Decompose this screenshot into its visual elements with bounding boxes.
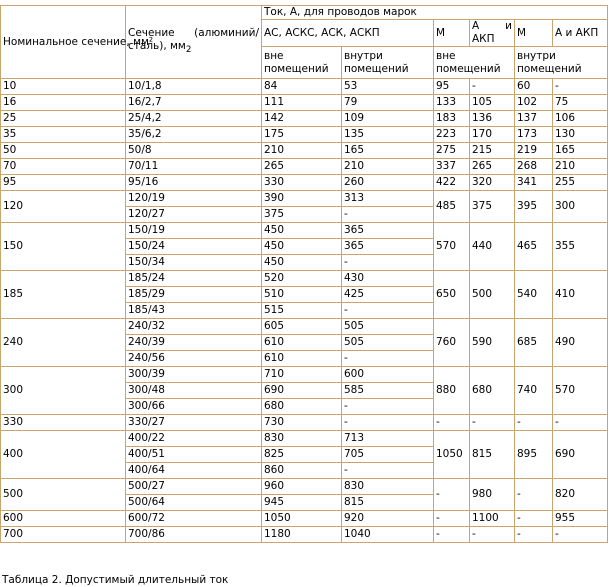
- group-akp-letters: АКП: [472, 33, 495, 45]
- cell-m-inside: 341: [515, 175, 553, 191]
- cell-ac-outside: 520: [262, 271, 342, 287]
- cell-ac-outside: 450: [262, 255, 342, 271]
- cell-nominal: 500: [1, 479, 126, 511]
- table-row: [1, 431, 608, 447]
- cell-section: 300/39: [126, 367, 262, 383]
- cell-nominal: 16: [1, 95, 126, 111]
- cell-section: 185/29: [126, 287, 262, 303]
- table-row: [1, 319, 608, 335]
- current-title: Ток, А, для проводов марок: [262, 6, 608, 20]
- cell-ac-outside: 825: [262, 447, 342, 463]
- cell-a-akp-inside: 255: [553, 175, 608, 191]
- cell-section: 50/8: [126, 143, 262, 159]
- cell-ac-inside: 109: [342, 111, 434, 127]
- cell-ac-outside: 710: [262, 367, 342, 383]
- table-row: [1, 95, 608, 111]
- cell-section: 185/24: [126, 271, 262, 287]
- cell-m-outside: 760: [434, 319, 470, 367]
- cell-ac-outside: 210: [262, 143, 342, 159]
- table-row: [1, 271, 608, 287]
- cell-a-akp-inside: 106: [553, 111, 608, 127]
- cell-ac-outside: 605: [262, 319, 342, 335]
- cell-ac-inside: 135: [342, 127, 434, 143]
- table-row: [1, 527, 608, 543]
- cell-section: 185/43: [126, 303, 262, 319]
- cell-ac-outside: 610: [262, 335, 342, 351]
- cell-ac-outside: 375: [262, 207, 342, 223]
- cell-m-outside: -: [434, 415, 470, 431]
- group-a-and-akp-header: А и АКП: [553, 20, 608, 47]
- cell-m-inside: 395: [515, 191, 553, 223]
- cell-section: 150/24: [126, 239, 262, 255]
- group-a-and: и: [505, 20, 512, 32]
- cell-ac-inside: 505: [342, 319, 434, 335]
- group-a-letter: А: [472, 20, 480, 32]
- section-header-word: Сечение: [128, 26, 175, 39]
- cell-a-akp-inside: -: [553, 415, 608, 431]
- group-ac-header: АС, АСКС, АСК, АСКП: [262, 20, 434, 47]
- cell-a-akp-inside: 955: [553, 511, 608, 527]
- cell-nominal: 35: [1, 127, 126, 143]
- cell-m-outside: 337: [434, 159, 470, 175]
- cell-m-inside: 540: [515, 271, 553, 319]
- cell-nominal: 240: [1, 319, 126, 367]
- cell-ac-inside: 365: [342, 239, 434, 255]
- table-row: [1, 367, 608, 383]
- cell-ac-inside: -: [342, 303, 434, 319]
- table-row: [1, 175, 608, 191]
- cell-m-inside: -: [515, 479, 553, 511]
- cell-ac-outside: 510: [262, 287, 342, 303]
- cell-ac-inside: 53: [342, 79, 434, 95]
- cell-ac-inside: -: [342, 463, 434, 479]
- cell-section: 150/19: [126, 223, 262, 239]
- cell-m-inside: -: [515, 415, 553, 431]
- cell-a-akp-inside: 300: [553, 191, 608, 223]
- cell-m-inside: 685: [515, 319, 553, 367]
- outside-header-2: вне помещений: [434, 47, 515, 79]
- cell-nominal: 50: [1, 143, 126, 159]
- cell-m-outside: -: [434, 511, 470, 527]
- cell-m-outside: 183: [434, 111, 470, 127]
- cell-section: 500/27: [126, 479, 262, 495]
- cell-ac-outside: 515: [262, 303, 342, 319]
- cell-section: 240/39: [126, 335, 262, 351]
- cell-a-akp-outside: 500: [470, 271, 515, 319]
- cell-ac-inside: 425: [342, 287, 434, 303]
- cell-ac-inside: 713: [342, 431, 434, 447]
- cell-section: 16/2,7: [126, 95, 262, 111]
- cell-m-inside: 268: [515, 159, 553, 175]
- cell-ac-inside: 600: [342, 367, 434, 383]
- cell-nominal: 700: [1, 527, 126, 543]
- cell-a-akp-inside: 165: [553, 143, 608, 159]
- cell-nominal: 600: [1, 511, 126, 527]
- cell-ac-outside: 330: [262, 175, 342, 191]
- cell-ac-inside: 705: [342, 447, 434, 463]
- group-m-header: М: [434, 20, 470, 47]
- table-row: [1, 159, 608, 175]
- cell-ac-outside: 680: [262, 399, 342, 415]
- cell-ac-outside: 450: [262, 223, 342, 239]
- cell-section: 25/4,2: [126, 111, 262, 127]
- nominal-section-header: Номинальное сечение, мм²: [1, 6, 126, 79]
- cell-section: 240/32: [126, 319, 262, 335]
- cell-a-akp-outside: 320: [470, 175, 515, 191]
- cell-m-inside: 465: [515, 223, 553, 271]
- cell-m-outside: 133: [434, 95, 470, 111]
- table-row: [1, 511, 608, 527]
- cell-section: 10/1,8: [126, 79, 262, 95]
- cell-m-outside: 570: [434, 223, 470, 271]
- cell-a-akp-outside: -: [470, 527, 515, 543]
- cell-a-akp-inside: -: [553, 527, 608, 543]
- cell-nominal: 95: [1, 175, 126, 191]
- cell-section: 500/64: [126, 495, 262, 511]
- cell-nominal: 70: [1, 159, 126, 175]
- cell-a-akp-outside: -: [470, 79, 515, 95]
- cell-ac-inside: 920: [342, 511, 434, 527]
- cell-section: 300/66: [126, 399, 262, 415]
- section-header-alu: (алюминий/: [194, 26, 259, 39]
- cell-ac-outside: 610: [262, 351, 342, 367]
- inside-header-2: внутри помещений: [515, 47, 608, 79]
- cell-a-akp-inside: -: [553, 79, 608, 95]
- group-m2-header: М: [515, 20, 553, 47]
- cell-ac-inside: 830: [342, 479, 434, 495]
- cell-ac-inside: 365: [342, 223, 434, 239]
- cell-m-outside: -: [434, 479, 470, 511]
- cell-section: 120/19: [126, 191, 262, 207]
- cell-m-outside: 223: [434, 127, 470, 143]
- table-row: [1, 415, 608, 431]
- cell-ac-outside: 860: [262, 463, 342, 479]
- table-row: [1, 191, 608, 207]
- table-row: [1, 223, 608, 239]
- cell-a-akp-inside: 410: [553, 271, 608, 319]
- cell-a-akp-outside: 440: [470, 223, 515, 271]
- cell-nominal: 120: [1, 191, 126, 223]
- cell-nominal: 330: [1, 415, 126, 431]
- cell-ac-inside: 260: [342, 175, 434, 191]
- cell-a-akp-outside: 215: [470, 143, 515, 159]
- cell-section: 120/27: [126, 207, 262, 223]
- cell-section: 35/6,2: [126, 127, 262, 143]
- cell-a-akp-outside: 105: [470, 95, 515, 111]
- cell-section: 330/27: [126, 415, 262, 431]
- cell-m-inside: 60: [515, 79, 553, 95]
- cell-m-outside: 275: [434, 143, 470, 159]
- cell-a-akp-outside: 815: [470, 431, 515, 479]
- cell-a-akp-inside: 75: [553, 95, 608, 111]
- cell-m-inside: -: [515, 527, 553, 543]
- cell-section: 240/56: [126, 351, 262, 367]
- cell-ac-inside: -: [342, 207, 434, 223]
- cell-nominal: 150: [1, 223, 126, 271]
- cell-ac-inside: 165: [342, 143, 434, 159]
- cell-section: 400/22: [126, 431, 262, 447]
- cell-section: 300/48: [126, 383, 262, 399]
- cell-ac-inside: 815: [342, 495, 434, 511]
- cell-m-inside: 895: [515, 431, 553, 479]
- cell-ac-outside: 390: [262, 191, 342, 207]
- cell-m-inside: 219: [515, 143, 553, 159]
- cell-ac-outside: 945: [262, 495, 342, 511]
- table-caption: Таблица 2. Допустимый длительный ток: [2, 574, 229, 586]
- cell-ac-outside: 84: [262, 79, 342, 95]
- cell-a-akp-outside: 1100: [470, 511, 515, 527]
- outside-header-1: вне помещений: [262, 47, 342, 79]
- cell-ac-inside: -: [342, 351, 434, 367]
- cell-ac-outside: 450: [262, 239, 342, 255]
- cell-nominal: 25: [1, 111, 126, 127]
- table-row: [1, 79, 608, 95]
- cell-section: 600/72: [126, 511, 262, 527]
- group-a-akp-header: [470, 20, 515, 47]
- cell-m-outside: 650: [434, 271, 470, 319]
- cell-m-outside: 1050: [434, 431, 470, 479]
- cell-m-outside: 880: [434, 367, 470, 415]
- cell-a-akp-outside: 680: [470, 367, 515, 415]
- cell-a-akp-outside: 170: [470, 127, 515, 143]
- cell-nominal: 10: [1, 79, 126, 95]
- cell-a-akp-inside: 355: [553, 223, 608, 271]
- section-header-steel: сталь), мм: [128, 39, 186, 52]
- cell-m-inside: 102: [515, 95, 553, 111]
- cell-m-outside: 95: [434, 79, 470, 95]
- cell-ac-inside: -: [342, 415, 434, 431]
- cell-ac-inside: 210: [342, 159, 434, 175]
- cell-a-akp-outside: 265: [470, 159, 515, 175]
- cell-a-akp-inside: 820: [553, 479, 608, 511]
- cell-section: 70/11: [126, 159, 262, 175]
- cell-a-akp-inside: 210: [553, 159, 608, 175]
- cell-m-outside: 485: [434, 191, 470, 223]
- cell-ac-inside: 1040: [342, 527, 434, 543]
- cell-ac-outside: 960: [262, 479, 342, 495]
- cell-ac-outside: 265: [262, 159, 342, 175]
- cell-a-akp-outside: 980: [470, 479, 515, 511]
- cell-a-akp-inside: 690: [553, 431, 608, 479]
- cell-section: 700/86: [126, 527, 262, 543]
- cell-ac-inside: -: [342, 399, 434, 415]
- cell-ac-outside: 1180: [262, 527, 342, 543]
- cell-m-inside: -: [515, 511, 553, 527]
- table-row: [1, 479, 608, 495]
- cell-ac-inside: 313: [342, 191, 434, 207]
- cell-nominal: 400: [1, 431, 126, 479]
- cell-ac-inside: 430: [342, 271, 434, 287]
- table-row: [1, 143, 608, 159]
- cell-section: 95/16: [126, 175, 262, 191]
- cell-a-akp-outside: 375: [470, 191, 515, 223]
- cell-ac-outside: 690: [262, 383, 342, 399]
- cell-m-outside: -: [434, 527, 470, 543]
- cell-ac-outside: 111: [262, 95, 342, 111]
- cell-a-akp-inside: 490: [553, 319, 608, 367]
- cell-ac-inside: 505: [342, 335, 434, 351]
- cell-ac-inside: 79: [342, 95, 434, 111]
- cell-ac-inside: -: [342, 255, 434, 271]
- section-header-sub: 2: [185, 45, 192, 56]
- cell-m-inside: 740: [515, 367, 553, 415]
- section-header: [126, 6, 262, 79]
- cell-nominal: 185: [1, 271, 126, 319]
- cell-ac-inside: 585: [342, 383, 434, 399]
- cell-m-outside: 422: [434, 175, 470, 191]
- cell-ac-outside: 175: [262, 127, 342, 143]
- table-row: [1, 127, 608, 143]
- cell-ac-outside: 730: [262, 415, 342, 431]
- cell-a-akp-outside: 590: [470, 319, 515, 367]
- cell-a-akp-inside: 130: [553, 127, 608, 143]
- cell-nominal: 300: [1, 367, 126, 415]
- cell-a-akp-inside: 570: [553, 367, 608, 415]
- cell-a-akp-outside: -: [470, 415, 515, 431]
- table-row: [1, 111, 608, 127]
- cell-section: 400/51: [126, 447, 262, 463]
- cell-section: 400/64: [126, 463, 262, 479]
- cell-ac-outside: 1050: [262, 511, 342, 527]
- cell-m-inside: 137: [515, 111, 553, 127]
- cell-ac-outside: 142: [262, 111, 342, 127]
- cell-a-akp-outside: 136: [470, 111, 515, 127]
- cell-m-inside: 173: [515, 127, 553, 143]
- table-body: [1, 79, 608, 543]
- cell-ac-outside: 830: [262, 431, 342, 447]
- cell-section: 150/34: [126, 255, 262, 271]
- current-table: [0, 5, 608, 543]
- inside-header-1: внутри помещений: [342, 47, 434, 79]
